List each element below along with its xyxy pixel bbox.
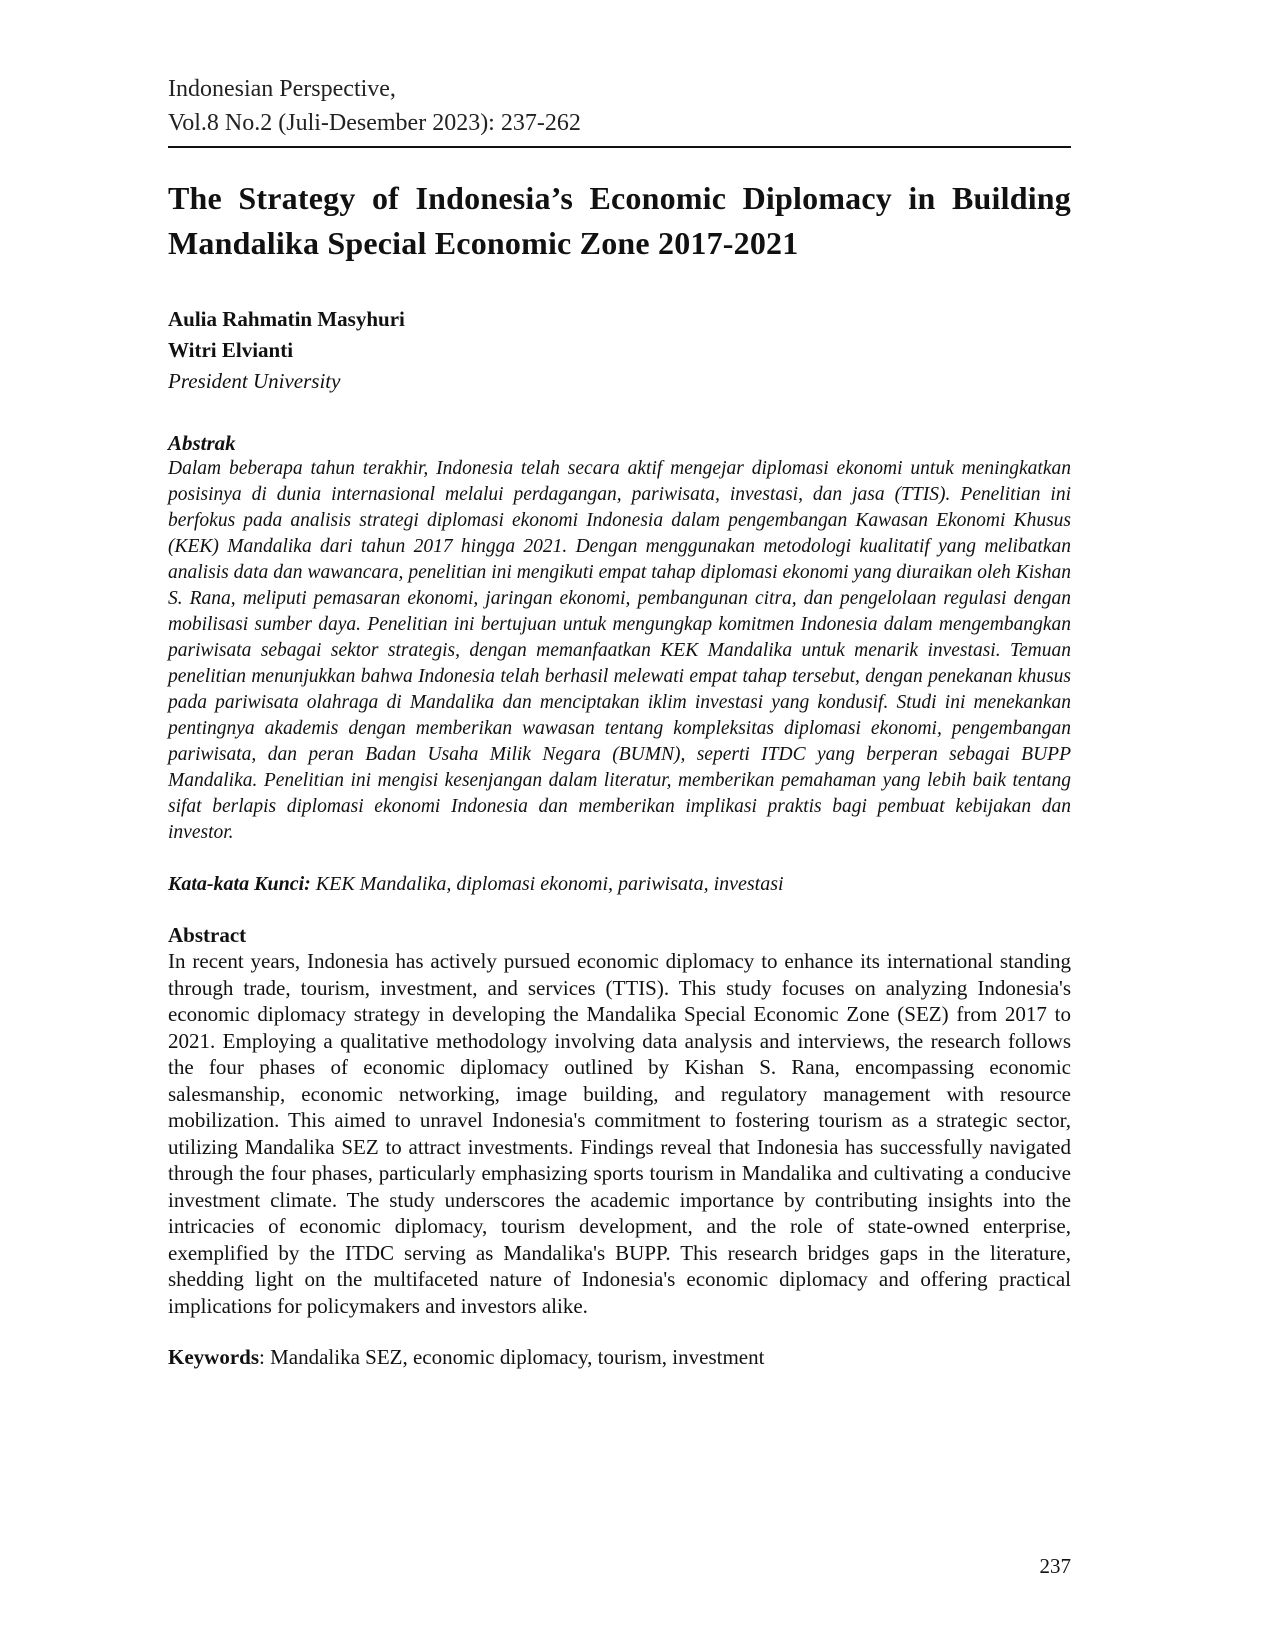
kata-kunci-values: KEK Mandalika, diplomasi ekonomi, pariwisata, investasi xyxy=(310,873,784,895)
author-name: Witri Elvianti xyxy=(168,338,294,362)
header-rule xyxy=(168,146,1071,148)
author-block xyxy=(168,304,1071,397)
keywords xyxy=(168,1343,1071,1371)
page-number: 237 xyxy=(1039,1554,1071,1578)
paper-page xyxy=(168,72,1071,1632)
journal-volume: Vol.8 No.2 (Juli-Desember 2023): 237-262 xyxy=(168,110,581,136)
abstrak-body: Dalam beberapa tahun terakhir, Indonesia telah secara aktif mengejar diplomasi ekonomi untuk meningkatkan posisinya di dunia internasional melalui perdagangan, pariwisata, investasi, dan jasa (TTIS). Penelitian ini berfokus pada analisis strategi diplomasi ekonomi Indonesia dalam pengembangan Kawasan Ekonomi Khusus (KEK) Mandalika dari tahun 2017 hingga 2021. Dengan menggunakan metodologi kualitatif yang melibatkan analisis data dan wawancara, penelitian ini mengikuti empat tahap diplomasi ekonomi yang diuraikan oleh Kishan S. Rana, meliputi pemasaran ekonomi, jaringan ekonomi, pembangunan citra, dan pengelolaan regulasi dengan mobilisasi sumber daya. Penelitian ini bertujuan untuk mengungkap komitmen Indonesia dalam mengembangkan pariwisata sebagai sektor strategis, dengan memanfaatkan KEK Mandalika untuk menarik investasi. Temuan penelitian menunjukkan bahwa Indonesia telah berhasil melewati empat tahap tersebut, dengan penekanan khusus pada pariwisata olahraga di Mandalika dan menciptakan iklim investasi yang kondusif. Studi ini menekankan pentingnya akademis dengan memberikan wawasan tentang kompleksitas diplomasi ekonomi, pengembangan pariwisata, dan peran Badan Usaha Milik Negara (BUMN), seperti ITDC yang berperan sebagai BUPP Mandalika. Penelitian ini mengisi kesenjangan dalam literatur, memberikan pemahaman yang lebih baik tentang sifat berlapis diplomasi ekonomi Indonesia dan memberikan implikasi praktis bagi pembuat kebijakan dan investor. xyxy=(168,458,1071,843)
author-name: Aulia Rahmatin Masyhuri xyxy=(168,307,405,331)
paper-title: The Strategy of Indonesia’s Economic Diplomacy in Building Mandalika Special Economic Zone 2017-2021 xyxy=(168,180,1071,261)
journal-header xyxy=(168,72,1071,140)
abstract-heading: Abstract xyxy=(168,923,247,947)
kata-kunci-label: Kata-kata Kunci: xyxy=(168,873,311,895)
keywords-label: Keywords xyxy=(168,1345,259,1369)
kata-kunci xyxy=(168,870,1071,898)
keywords-values: : Mandalika SEZ, economic diplomacy, tourism, investment xyxy=(259,1345,765,1369)
abstrak-heading: Abstrak xyxy=(168,431,236,455)
abstract-body: In recent years, Indonesia has actively pursued economic diplomacy to enhance its international standing through trade, tourism, investment, and services (TTIS). This study focuses on analyzing Indonesia's economic diplomacy strategy in developing the Mandalika Special Economic Zone (SEZ) from 2017 to 2021. Employing a qualitative methodology involving data analysis and interviews, the research follows the four phases of economic diplomacy outlined by Kishan S. Rana, encompassing economic salesmanship, economic networking, image building, and regulatory management with resource mobilization. This aimed to unravel Indonesia's commitment to fostering tourism as a strategic sector, utilizing Mandalika SEZ to attract investments. Findings reveal that Indonesia has successfully navigated through the four phases, particularly emphasizing sports tourism in Mandalika and cultivating a conducive investment climate. The study underscores the academic importance by contributing insights into the intricacies of economic diplomacy, tourism development, and the role of state-owned enterprise, exemplified by the ITDC serving as Mandalika's BUPP. This research bridges gaps in the literature, shedding light on the multifaceted nature of Indonesia's economic diplomacy and offering practical implications for policymakers and investors alike. xyxy=(168,949,1071,1318)
author-affiliation: President University xyxy=(168,369,341,393)
journal-name: Indonesian Perspective, xyxy=(168,76,396,102)
